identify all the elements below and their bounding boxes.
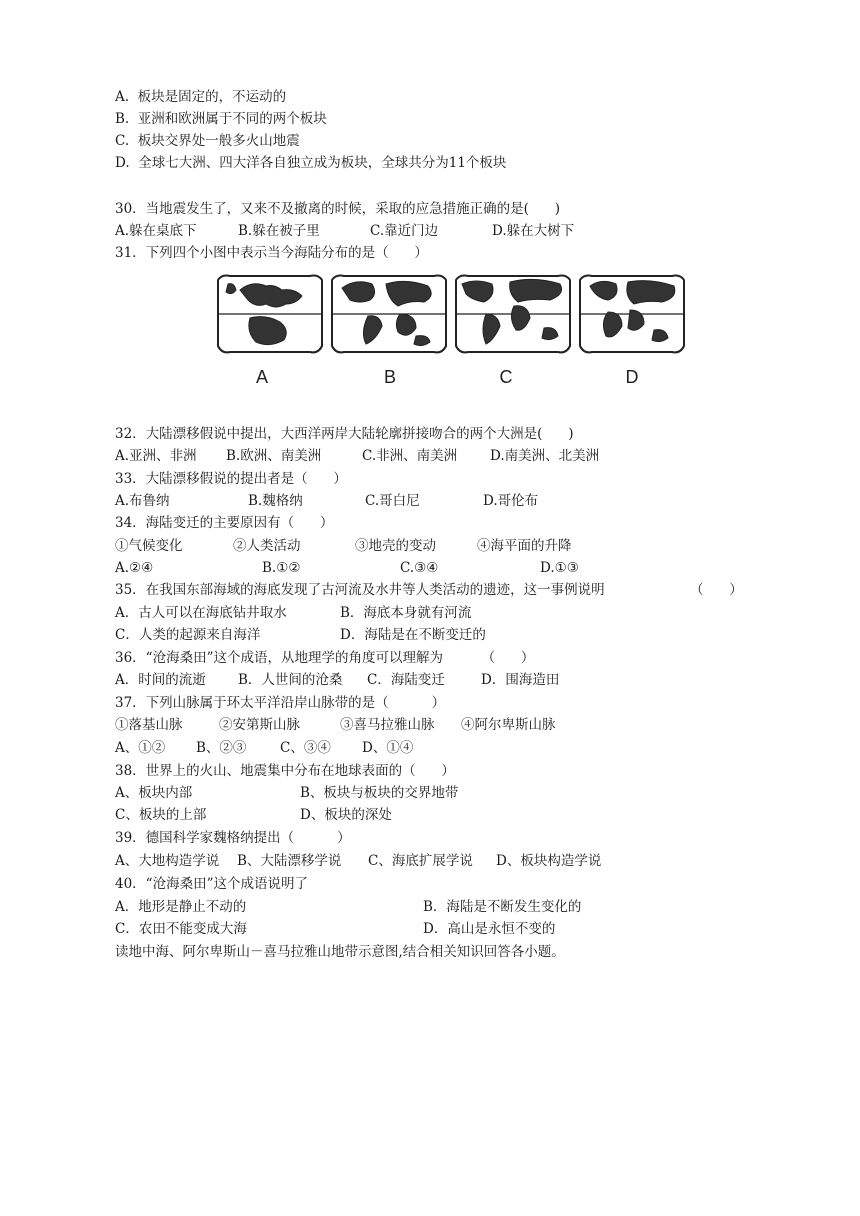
q37-stem: 37．下列山脉属于环太平洋沿岸山脉带的是（ ） — [115, 695, 446, 711]
q33-option-c: C.哥白尼 — [365, 493, 420, 509]
q31-stem: 31．下列四个小图中表示当今海陆分布的是（ ） — [115, 245, 428, 261]
q37-option-d: D、①④ — [362, 740, 414, 756]
q39-option-b: B、大陆漂移学说 — [237, 853, 342, 869]
q34-option-a: A.②④ — [115, 560, 154, 576]
q29-option-d: D. 全球七大洲、四大洋各自独立成为板块，全球共分为11个板块 — [115, 155, 507, 171]
map-d — [580, 276, 684, 353]
q36-stem: 36．“沧海桑田”这个成语，从地理学的角度可以理解为 （ ） — [115, 650, 535, 666]
q29-option-a: A. 板块是固定的，不运动的 — [115, 89, 287, 105]
q35-stem: 35．在我国东部海域的海底发现了古河流及水井等人类活动的遗迹，这一事例说明 — [115, 582, 605, 598]
q38-option-c: C、板块的上部 — [115, 807, 207, 823]
q35-option-d: D．海陆是在不断变迁的 — [340, 627, 486, 643]
q38-option-b: B、板块与板块的交界地带 — [300, 785, 459, 801]
q36-option-b: B．人世间的沧桑 — [238, 672, 343, 688]
q38-option-a: A、板块内部 — [115, 785, 193, 801]
q32-option-c: C.非洲、南美洲 — [362, 448, 458, 464]
q32-option-d: D.南美洲、北美洲 — [490, 448, 600, 464]
q30-stem: 30．当地震发生了，又来不及撤离的时候，采取的应急措施正确的是( ) — [115, 201, 560, 217]
q40-option-a: A．地形是静止不动的 — [115, 899, 247, 915]
q37-option-a: A、①② — [115, 740, 166, 756]
q30-option-a: A.躲在桌底下 — [115, 223, 197, 239]
q33-option-b: B.魏格纳 — [248, 493, 303, 509]
q36-option-a: A．时间的流逝 — [115, 672, 206, 688]
q40-option-d: D．高山是永恒不变的 — [423, 921, 556, 937]
q30-option-c: C.靠近门边 — [370, 223, 439, 239]
q34-item-4: ④海平面的升降 — [477, 538, 572, 554]
q30-option-b: B.躲在被子里 — [238, 223, 320, 239]
map-label-b: B — [383, 367, 397, 387]
q34-item-1: ①气候变化 — [115, 538, 183, 554]
q38-option-d: D、板块的深处 — [300, 807, 392, 823]
map-label-a: A — [255, 367, 269, 387]
q34-item-2: ②人类活动 — [233, 538, 301, 554]
q39-option-a: A、大地构造学说 — [115, 853, 220, 869]
q29-option-c: C. 板块交界处一般多火山地震 — [115, 133, 300, 149]
q34-option-b: B.①② — [262, 560, 301, 576]
q39-option-c: C、海底扩展学说 — [368, 853, 473, 869]
q35-bracket: （ ） — [690, 582, 743, 598]
q34-item-3: ③地壳的变动 — [355, 538, 436, 554]
map-a — [218, 276, 322, 353]
q35-option-a: A．古人可以在海底钻井取水 — [115, 605, 287, 621]
q30-option-d: D.躲在大树下 — [492, 223, 575, 239]
q34-stem: 34．海陆变迁的主要原因有（ ） — [115, 515, 334, 531]
q32-option-b: B.欧洲、南美洲 — [226, 448, 322, 464]
q36-option-d: D．围海造田 — [481, 672, 560, 688]
q29-option-b: B. 亚洲和欧洲属于不同的两个板块 — [115, 111, 327, 127]
q33-option-d: D.哥伦布 — [483, 493, 539, 509]
q40-option-b: B．海陆是不断发生变化的 — [423, 899, 582, 915]
q39-option-d: D、板块构造学说 — [496, 853, 602, 869]
q37-item-1: ①落基山脉 — [115, 717, 183, 733]
map-label-d: D — [625, 367, 639, 387]
q37-item-2: ②安第斯山脉 — [219, 717, 300, 733]
q35-option-c: C．人类的起源来自海洋 — [115, 627, 261, 643]
map-b — [332, 276, 446, 353]
q37-option-c: C、③④ — [280, 740, 331, 756]
map-c — [456, 276, 570, 353]
q40-stem: 40．“沧海桑田”这个成语说明了 — [115, 876, 308, 892]
q37-item-3: ③喜马拉雅山脉 — [340, 717, 435, 733]
map-label-c: C — [499, 367, 513, 387]
reading-instruction: 读地中海、阿尔卑斯山－喜马拉雅山地带示意图,结合相关知识回答各小题。 — [115, 944, 565, 960]
q34-option-d: D.①③ — [540, 560, 579, 576]
q39-stem: 39．德国科学家魏格纳提出（ ） — [115, 830, 351, 846]
q38-stem: 38．世界上的火山、地震集中分布在地球表面的（ ） — [115, 763, 455, 779]
q37-item-4: ④阿尔卑斯山脉 — [461, 717, 556, 733]
q40-option-c: C．农田不能变成大海 — [115, 921, 247, 937]
q35-option-b: B．海底本身就有河流 — [340, 605, 472, 621]
world-maps-figure — [210, 270, 690, 390]
q36-option-c: C．海陆变迁 — [367, 672, 445, 688]
q33-stem: 33．大陆漂移假说的提出者是（ ） — [115, 471, 347, 487]
q33-option-a: A.布鲁纳 — [115, 493, 170, 509]
q34-option-c: C.③④ — [400, 560, 439, 576]
q32-stem: 32．大陆漂移假说中提出，大西洋两岸大陆轮廓拼接吻合的两个大洲是( ) — [115, 426, 574, 442]
q37-option-b: B、②③ — [196, 740, 247, 756]
q32-option-a: A.亚洲、非洲 — [115, 448, 197, 464]
